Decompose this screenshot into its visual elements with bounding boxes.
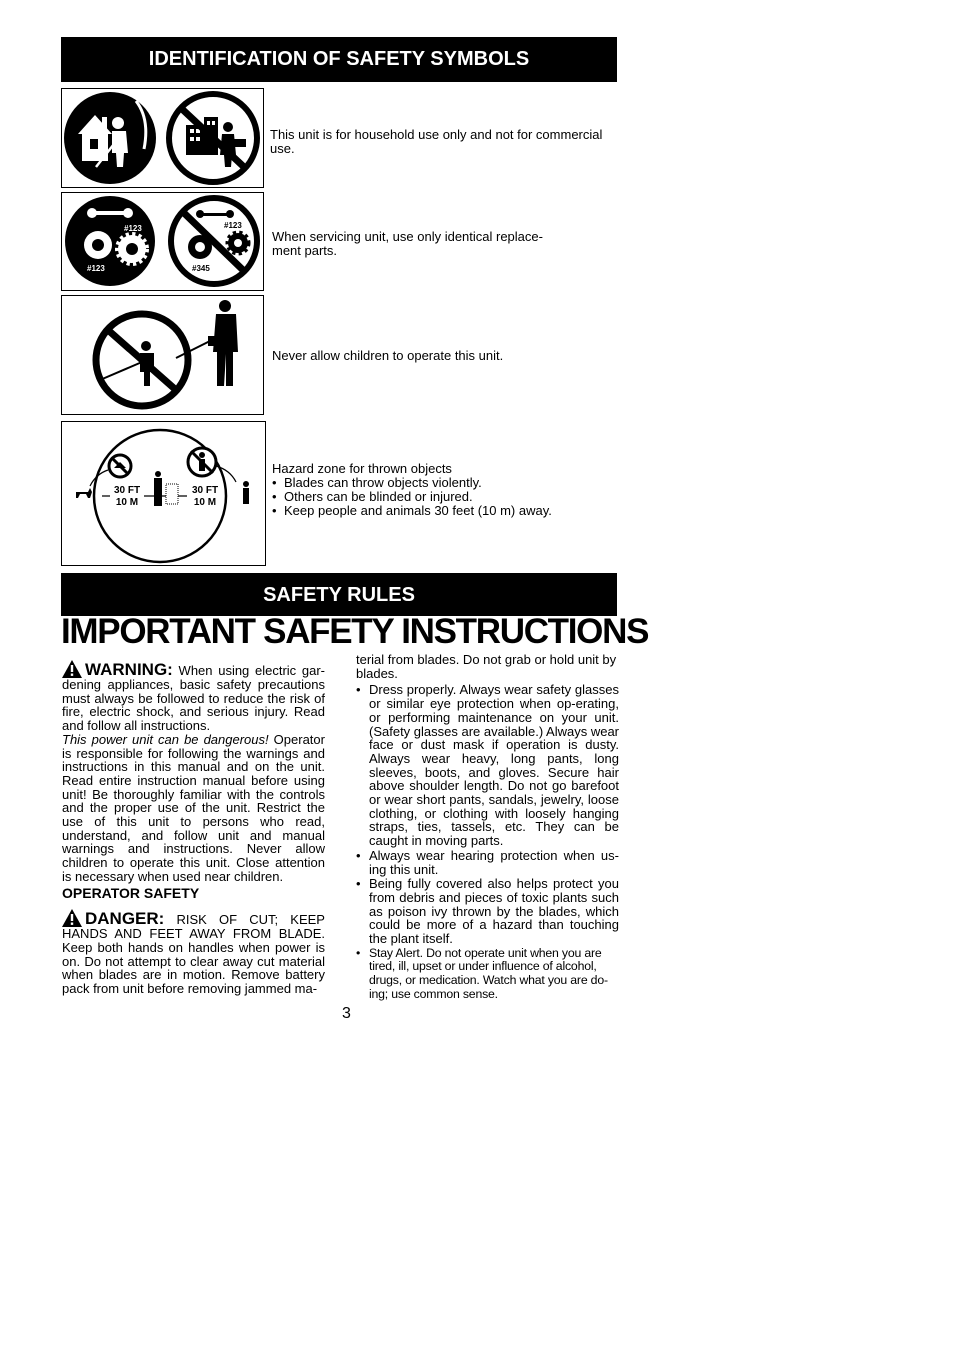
distance-ft-left: 30 FT — [113, 485, 141, 496]
household-use-text: This unit is for household use only and not for commercial use. — [270, 127, 603, 156]
list-item: • Dress properly. Always wear safety glasses or similar eye protection when op-erating, or performing maintenance on your unit. (Safety glasses are available.) Always wear face or dust mask if operation is dusty. Always wear heavy, long pants, long sleeves, boots, and gloves. Secure hair above shoulder length. Do not go barefoot or wear short pants, sandals, jewelry, loose clothing, or clothing with loosely hanging straps, ties, tassels, etc. They can be caught in moving parts. — [356, 682, 620, 849]
warning-label: WARNING: — [62, 660, 173, 679]
replacement-parts-text: When servicing unit, use only identical replace-ment parts. — [272, 229, 543, 258]
page-number: 3 — [342, 1005, 351, 1022]
list-item: • Always wear hearing protection when us-ing this unit. — [356, 847, 619, 877]
hazard-zone-icon — [62, 422, 264, 564]
replacement-parts-symbol — [61, 192, 264, 291]
household-use-symbol — [61, 88, 264, 188]
hazard-zone-text — [272, 462, 612, 518]
safety-rules-header: SAFETY RULES — [61, 573, 617, 616]
warning-paragraph — [62, 660, 325, 733]
distance-ft-right: 30 FT — [191, 485, 219, 496]
warning-triangle-icon — [62, 660, 82, 678]
page-title: IMPORTANT SAFETY INSTRUCTIONS — [61, 612, 649, 651]
operator-safety-heading: OPERATOR SAFETY — [62, 884, 200, 901]
hazard-bullet: • Others can be blinded or injured. — [272, 489, 473, 504]
part-label: #123 — [124, 224, 142, 233]
no-children-text: Never allow children to operate this unit. — [272, 348, 504, 363]
hazard-zone-symbol — [61, 421, 266, 566]
part-label: #123 — [87, 264, 105, 273]
part-label: #345 — [192, 264, 210, 273]
danger-triangle-icon — [62, 909, 82, 927]
operator-paragraph — [62, 733, 325, 884]
danger-statement: This power unit can be dangerous! — [62, 731, 269, 747]
right-column — [356, 653, 619, 1003]
continuation-text: terial from blades. Do not grab or hold unit by blades. — [356, 652, 617, 681]
hazard-bullet: • Keep people and animals 30 feet (10 m) away. — [272, 503, 552, 518]
list-item: • Being fully covered also helps protect you from debris and pieces of toxic plants such as poison ivy thrown by the blades, which could be more of a hazard than touching the plant itself. — [356, 876, 619, 947]
operator-responsibility-text: Operator is responsible for following the warnings and instructions in this manual and on the unit. Read entire instruction manual before using unit! Be thoroughly familiar with the controls and the proper use of the unit. Restrict the use of this unit to persons who read, understand, and follow unit and manual warnings and instructions. Never allow children to operate this unit. Close attention is necessary when used near children. — [62, 731, 325, 884]
hazard-zone-title: Hazard zone for thrown objects — [272, 461, 452, 476]
safety-rule-list — [356, 683, 619, 1001]
hazard-bullet: • Blades can throw objects violently. — [272, 475, 482, 490]
warning-text: When using electric gar-dening appliances, basic safety precautions must always be followed to reduce the risk of fire, electric shock, and serious injury. Read and follow all instructions. — [62, 663, 325, 734]
household-use-icon — [62, 89, 262, 186]
danger-text: RISK OF CUT; KEEP HANDS AND FEET AWAY FROM BLADE. Keep both hands on handles when power is on. Do not attempt to clear away cut material when blades are in motion. Remove battery pack from unit before removing jammed ma- — [62, 912, 325, 997]
part-label: #123 — [224, 221, 242, 230]
distance-m-left: 10 M — [115, 497, 139, 508]
no-children-icon — [62, 296, 262, 413]
replacement-parts-icon — [62, 193, 262, 289]
no-children-symbol — [61, 295, 264, 415]
danger-label: DANGER: — [62, 909, 164, 928]
list-item: • Stay Alert. Do not operate unit when you are tired, ill, upset or under influence of alcohol, drugs, or medication. Watch what you are do-ing; use common sense. — [356, 945, 608, 1001]
identification-header: IDENTIFICATION OF SAFETY SYMBOLS — [61, 37, 617, 82]
distance-m-right: 10 M — [193, 497, 217, 508]
danger-paragraph — [62, 909, 325, 996]
left-column — [62, 660, 325, 996]
